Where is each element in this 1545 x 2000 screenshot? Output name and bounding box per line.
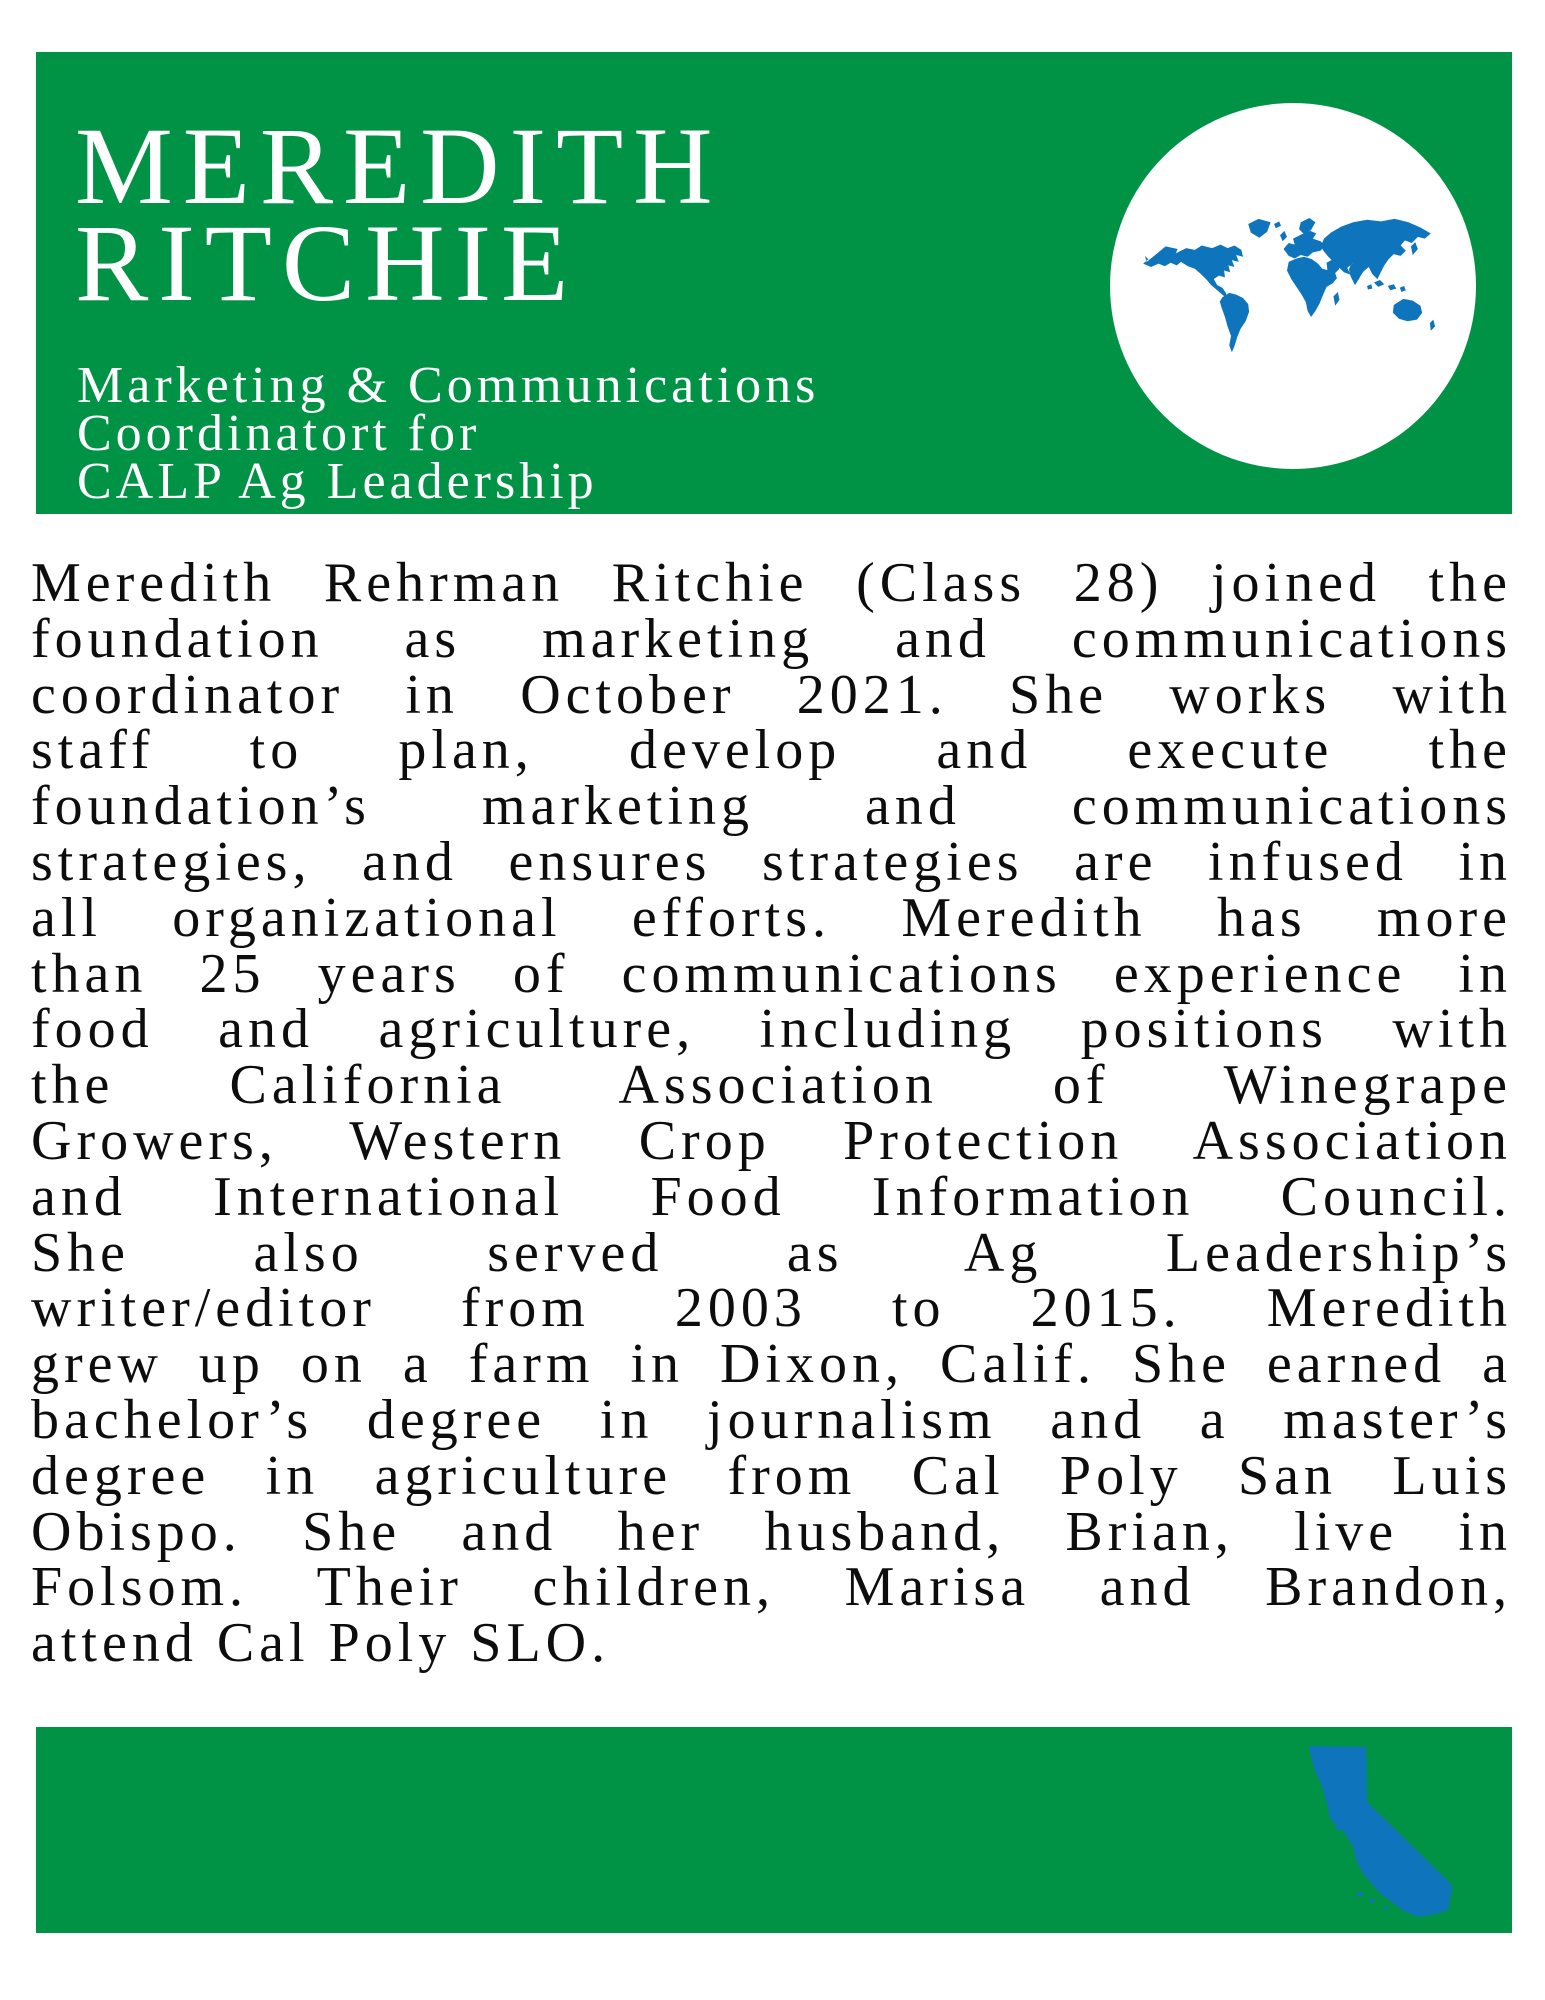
bio-line: She also served as Ag Leadership’s [31, 1221, 1512, 1284]
bio-line: and International Food Information Council. [31, 1165, 1512, 1228]
bio-line: writer/editor from 2003 to 2015. Meredith [31, 1277, 1512, 1340]
job-title [77, 357, 820, 510]
bio-line: Obispo. She and her husband, Brian, live in [31, 1500, 1512, 1563]
globe-badge [1110, 103, 1476, 469]
job-title-line-2: Coordinatort for [77, 405, 481, 462]
bio-line: foundation as marketing and communications [31, 607, 1512, 670]
bio-line: all organizational efforts. Meredith has more [31, 886, 1512, 949]
footer-banner [36, 1727, 1512, 1933]
bio-line: the California Association of Winegrape [31, 1054, 1512, 1117]
bio-line: attend Cal Poly SLO. [31, 1612, 611, 1675]
job-title-line-1: Marketing & Communications [77, 357, 820, 414]
title-line-1: MEREDITH [75, 105, 723, 227]
bio-line: Meredith Rehrman Ritchie (Class 28) joined the [31, 552, 1512, 614]
job-title-line-3: CALP Ag Leadership [77, 453, 598, 510]
bio-line: staff to plan, develop and execute the [31, 719, 1512, 782]
bio-line: bachelor’s degree in journalism and a master’s [31, 1388, 1512, 1451]
california-icon [1308, 1744, 1452, 1917]
bio-line: coordinator in October 2021. She works with [31, 663, 1512, 726]
title-line-2: RITCHIE [75, 202, 579, 324]
bio-line: Folsom. Their children, Marisa and Brandon, [31, 1556, 1512, 1619]
world-map-icon [1138, 207, 1448, 365]
bio-line: food and agriculture, including positions with [31, 998, 1512, 1061]
bio-line: Growers, Western Crop Protection Association [31, 1109, 1512, 1172]
bio-line: than 25 years of communications experience in [31, 942, 1512, 1005]
bio-line: foundation’s marketing and communications [31, 775, 1512, 838]
bio-paragraph [31, 552, 1512, 1675]
header-banner [36, 52, 1512, 514]
bio-line: grew up on a farm in Dixon, Calif. She earned a [31, 1333, 1512, 1396]
bio-line: strategies, and ensures strategies are infused in [31, 830, 1512, 893]
page-title [75, 105, 723, 324]
bio-line: degree in agriculture from Cal Poly San Luis [31, 1444, 1512, 1507]
